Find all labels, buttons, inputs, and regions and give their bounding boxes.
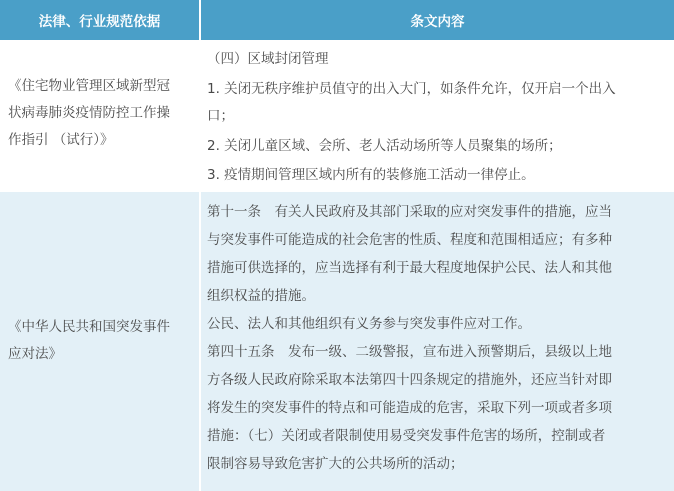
header-law-basis: 法律、行业规范依据 xyxy=(0,0,199,40)
content-paragraph xyxy=(207,133,669,161)
row-divider xyxy=(0,190,674,192)
law-cell xyxy=(0,192,199,491)
content-line: 组织权益的措施。 xyxy=(207,288,315,304)
content-cell xyxy=(201,192,674,491)
content-line: 方各级人民政府除采取本法第四十四条规定的措施外，还应当针对即 xyxy=(207,372,612,388)
content-line: 口； xyxy=(207,108,234,124)
content-paragraph xyxy=(207,198,669,310)
law-name xyxy=(8,73,198,154)
header-row-divider xyxy=(0,40,674,42)
content-line: 第四十五条 发布一级、二级警报，宣布进入预警期后，县级以上地 xyxy=(207,344,612,360)
law-line: 状病毒肺炎疫情防控工作操 xyxy=(8,105,170,121)
content-paragraph xyxy=(207,46,669,74)
content-line: 1. 关闭无秩序维护员值守的出入大门，如条件允许，仅开启一个出入 xyxy=(207,80,616,97)
column-divider xyxy=(199,40,201,491)
law-line: 《住宅物业管理区域新型冠 xyxy=(8,78,170,94)
content-paragraph xyxy=(207,76,669,131)
content-line: 措施可供选择的，应当选择有利于最大程度地保护公民、法人和其他 xyxy=(207,260,612,276)
table-row xyxy=(0,42,674,190)
law-line: 应对法》 xyxy=(8,346,62,362)
table-row xyxy=(0,192,674,491)
law-line: 《中华人民共和国突发事件 xyxy=(8,319,170,335)
header-article-content: 条文内容 xyxy=(201,0,674,40)
law-line: 作指引 （试行）》 xyxy=(8,132,114,148)
content-line: 2. 关闭儿童区域、会所、老人活动场所等人员聚集的场所； xyxy=(207,137,562,154)
content-line: 公民、法人和其他组织有义务参与突发事件应对工作。 xyxy=(207,316,531,332)
content-line: 3. 疫情期间管理区域内所有的装修施工活动一律停止。 xyxy=(207,167,535,183)
content-cell xyxy=(201,42,674,190)
content-line: 限制容易导致危害扩大的公共场所的活动； xyxy=(207,456,464,472)
content-line: 第十一条 有关人民政府及其部门采取的应对突发事件的措施，应当 xyxy=(207,204,612,220)
content-paragraph xyxy=(207,338,669,478)
content-line: 措施：（七）关闭或者限制使用易受突发事件危害的场所，控制或者 xyxy=(207,428,606,444)
law-name xyxy=(8,314,198,368)
content-paragraph xyxy=(207,310,669,338)
table-header xyxy=(0,0,674,40)
content-paragraph xyxy=(207,162,669,190)
content-line: 与突发事件可能造成的社会危害的性质、程度和范围相适应；有多种 xyxy=(207,232,612,248)
content-line: 将发生的突发事件的特点和可能造成的危害，采取下列一项或者多项 xyxy=(207,400,612,416)
article-content xyxy=(207,46,669,192)
law-cell xyxy=(0,42,199,190)
article-content xyxy=(207,198,669,478)
content-line: （四）区域封闭管理 xyxy=(207,51,329,67)
